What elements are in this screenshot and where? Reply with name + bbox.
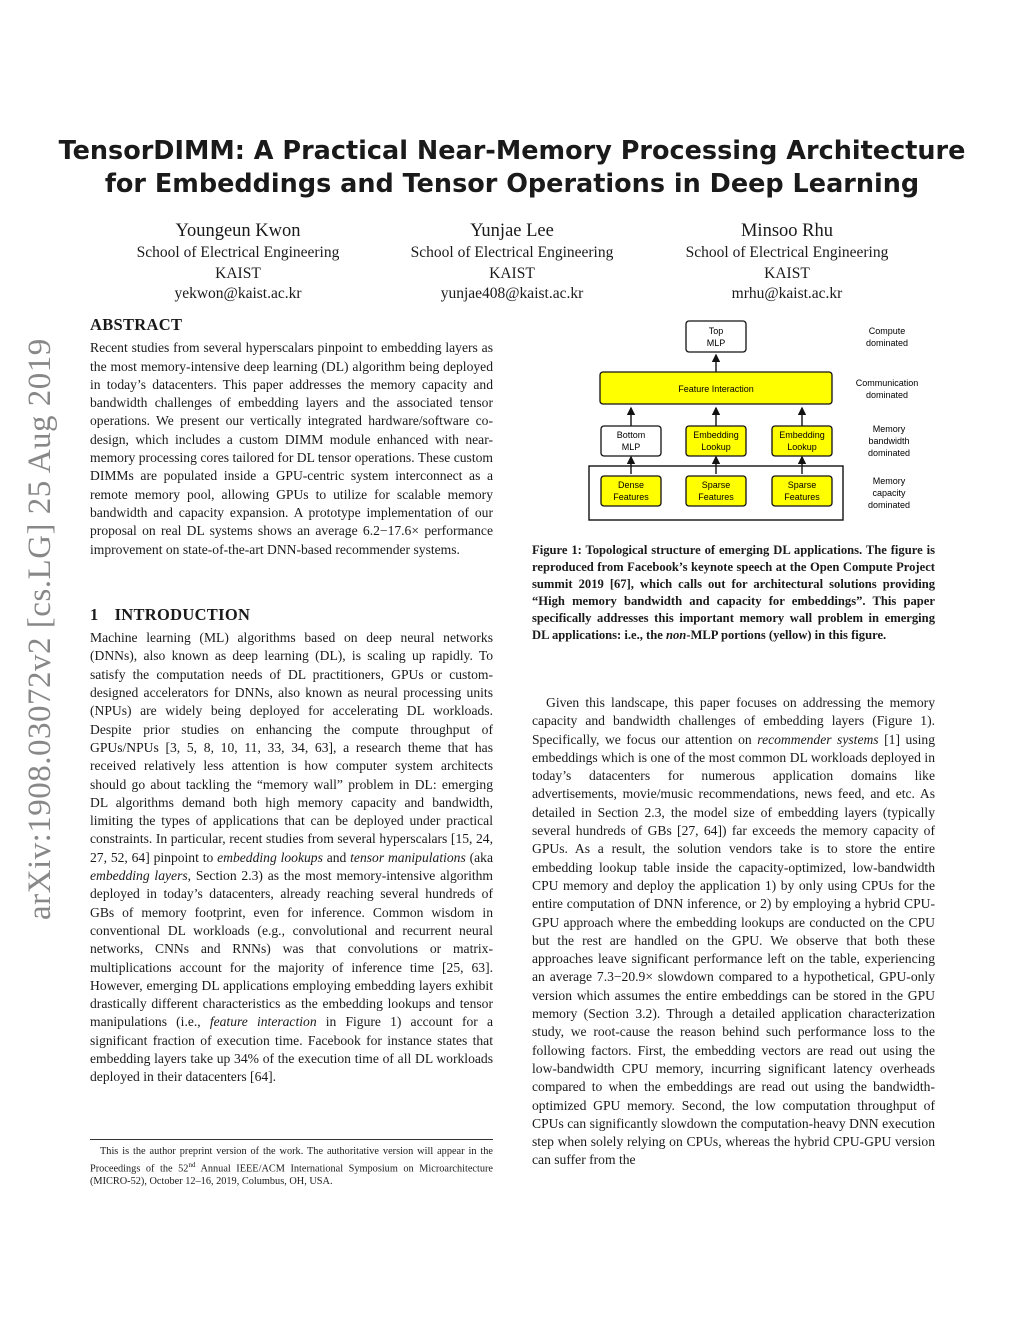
communication-dominated-label: Communication <box>855 378 919 388</box>
embedding-lookup-label: Embedding <box>693 430 739 440</box>
section-title: INTRODUCTION <box>114 604 251 624</box>
feature-interaction-label: Feature Interaction <box>678 384 754 394</box>
author-block-3 <box>657 220 917 305</box>
memory-capacity-label: Memory <box>872 476 906 486</box>
sparse-features-label: Features <box>784 492 820 502</box>
author-name: Youngeun Kwon <box>175 221 301 241</box>
author-email: yekwon@kaist.ac.kr <box>174 285 302 302</box>
communication-dominated-label: dominated <box>865 390 909 400</box>
dense-features-label: Features <box>613 492 649 502</box>
embedding-lookup-label: Embedding <box>779 430 825 440</box>
left-column <box>90 316 493 1087</box>
memory-bandwidth-label: Memory <box>872 424 906 434</box>
author-block-2 <box>382 220 642 305</box>
author-email: mrhu@kaist.ac.kr <box>731 285 843 302</box>
section-number: 1 <box>90 604 99 624</box>
figure-1-diagram <box>584 316 934 526</box>
author-affiliation: School of Electrical Engineering <box>136 244 340 261</box>
author-name: Minsoo Rhu <box>740 221 833 241</box>
memory-capacity-label: dominated <box>867 500 911 510</box>
author-name: Yunjae Lee <box>470 221 554 241</box>
compute-dominated-label: Compute <box>868 326 906 336</box>
arxiv-side-stamp: arXiv:1908.03072v2 [cs.LG] 25 Aug 2019 <box>22 338 58 920</box>
bottom-mlp-label-1: Bottom <box>616 430 646 440</box>
bottom-mlp-label-2: MLP <box>621 442 641 452</box>
sparse-features-label: Sparse <box>701 480 731 490</box>
dense-features-label: Dense <box>617 480 645 490</box>
author-affiliation: School of Electrical Engineering <box>410 244 614 261</box>
author-institution: KAIST <box>764 264 810 282</box>
author-institution: KAIST <box>489 264 535 282</box>
intro-paragraph: Machine learning (ML) algorithms based on deep neural networks (DNNs), also known as deep learning (DL), is scaling up rapidly. To satisfy the computation needs of DL practitioners, GPUs or custom-designed accelerators for DNNs, also known as neural processing units (NPUs) are widely being deployed for accelerating DL workloads. Despite prior studies on enhancing the compute throughput of GPUs/NPUs [3, 5, 8, 10, 11, 33, 34, 63], a research theme that has received relatively less attention is how computer system architects should go about tackling the “memory wall” problem in DL: emerging DL algorithms demand both high memory capacity and bandwidth, limiting the types of applications that can be deployed under practical constraints. In particular, recent studies from several hyperscalars [15, 24, 27, 52, 64] pinpoint to embedding lookups and tensor manipulations (aka embedding layers, Section 2.3) as the most memory-intensive algorithm deployed in today’s datacenters, already reaching several hundreds of GBs of memory footprint, even for inference. Common wisdom in conventional DL workloads (e.g., convolutional and recurrent neural networks, CNNs and RNNs) was that convolutions or matrix-multiplications account for the majority of inference time [25, 63]. However, emerging DL applications employing embedding layers exhibit drastically different characteristics as the embedding lookups and tensor manipulations (i.e., feature interaction in Figure 1) account for a significant fraction of execution time. Facebook for instance states that embedding layers take up 34% of the execution time of all DL workloads deployed in their datacenters [64]. <box>90 630 493 1085</box>
title-line-2: for Embeddings and Tensor Operations in Deep Learning <box>104 169 920 199</box>
author-email: yunjae408@kaist.ac.kr <box>440 285 584 302</box>
sparse-features-label: Sparse <box>787 480 817 490</box>
abstract-text: Recent studies from several hyperscalars pinpoint to embedding layers as the most memory-intensive deep learning (DL) algorithm being deployed in today’s datacenters. This paper addresses the memory capacity and bandwidth challenges of embedding layers and the associated tensor operations. We present our vertically integrated hardware/software co-design, which includes a custom DIMM module enhanced with near-memory processing cores tailored for DL tensor operations. These custom DIMMs are populated inside a GPU-centric system interconnect as a remote memory pool, allowing GPUs to utilize for scalable memory bandwidth and capacity expansion. A prototype implementation of our proposal on real DL systems shows an average 6.2−17.6× performance improvement on state-of-the-art DNN-based recommender systems. <box>90 340 493 557</box>
abstract-heading: ABSTRACT <box>90 315 183 334</box>
memory-bandwidth-label: bandwidth <box>868 436 910 446</box>
body-paragraph: Given this landscape, this paper focuses on addressing the memory capacity and bandwidth challenges of embedding layers (Figure 1). Specifically, we focus our attention on recommender systems [1] using embeddings which is one of the most common DL workloads deployed in today’s datacenters for numerous application domains like advertisements, movie/music recommendations, news feed, and etc. As detailed in Section 2.3, the model size of embedding layers (typically several hundreds of GBs [27, 64]) far exceeds the memory capacity of GPUs. As a result, the solution vendors take is to store the entire embedding lookup table inside the capacity-optimized, low-bandwidth CPU memory and deploy the application 1) by only using CPUs for the entire computation of DNN inference, or 2) by employing a hybrid CPU-GPU approach where the embedding lookups are conducted on the CPU but the rest are handled on the GPU. We observe that both these approaches leave significant performance left on the table, experiencing an average 7.3−20.9× slowdown compared to a hypothetical, GPU-only version which assumes the entire embeddings can be stored in the GPU memory (Section 3.2). Through a detailed application characterization study, we root-cause the reason behind such performance loss to the following factors. First, the embedding vectors are read out using the low-bandwidth CPU memory, incurring significant latency overheads compared to when the embeddings are read out using the bandwidth-optimized GPU memory. Second, the low computation throughput of CPUs can significantly slowdown the computation-heavy DNN execution step when solely relying on CPUs, whereas the hybrid CPU-GPU version can suffer from the <box>532 695 935 1168</box>
memory-bandwidth-label: dominated <box>867 448 911 458</box>
compute-dominated-label: dominated <box>865 338 909 348</box>
top-mlp-label-1: Top <box>708 326 724 336</box>
sparse-features-label: Features <box>698 492 734 502</box>
paper-title <box>40 135 984 201</box>
footnote-text: This is the author preprint version of the work. The authoritative version will appear in the Proceedings of the 52nd Annual IEEE/ACM International Symposium on Microarchitecture (MICRO-52), October 12–16, 2019, Columbus, OH, USA. <box>90 1146 493 1188</box>
title-line-1: TensorDIMM: A Practical Near-Memory Processing Architecture <box>58 136 966 166</box>
footnote <box>90 1139 493 1189</box>
top-mlp-label-2: MLP <box>706 338 726 348</box>
figure-1-caption: Figure 1: Topological structure of emerging DL applications. The figure is reproduced from Facebook’s keynote speech at the Open Compute Project summit 2019 [67], which calls out for architectural solutions providing “High memory bandwidth and capacity for embeddings”. This paper specifically addresses this important memory wall problem in emerging DL applications: i.e., the non-MLP portions (yellow) in this figure. <box>532 543 935 642</box>
memory-capacity-label: capacity <box>872 488 906 498</box>
intro-heading <box>90 606 493 624</box>
right-column-text <box>532 694 935 1170</box>
author-affiliation: School of Electrical Engineering <box>685 244 889 261</box>
author-block-1 <box>108 220 368 305</box>
embedding-lookup-label: Lookup <box>701 442 731 452</box>
embedding-lookup-label: Lookup <box>787 442 817 452</box>
author-institution: KAIST <box>215 264 261 282</box>
